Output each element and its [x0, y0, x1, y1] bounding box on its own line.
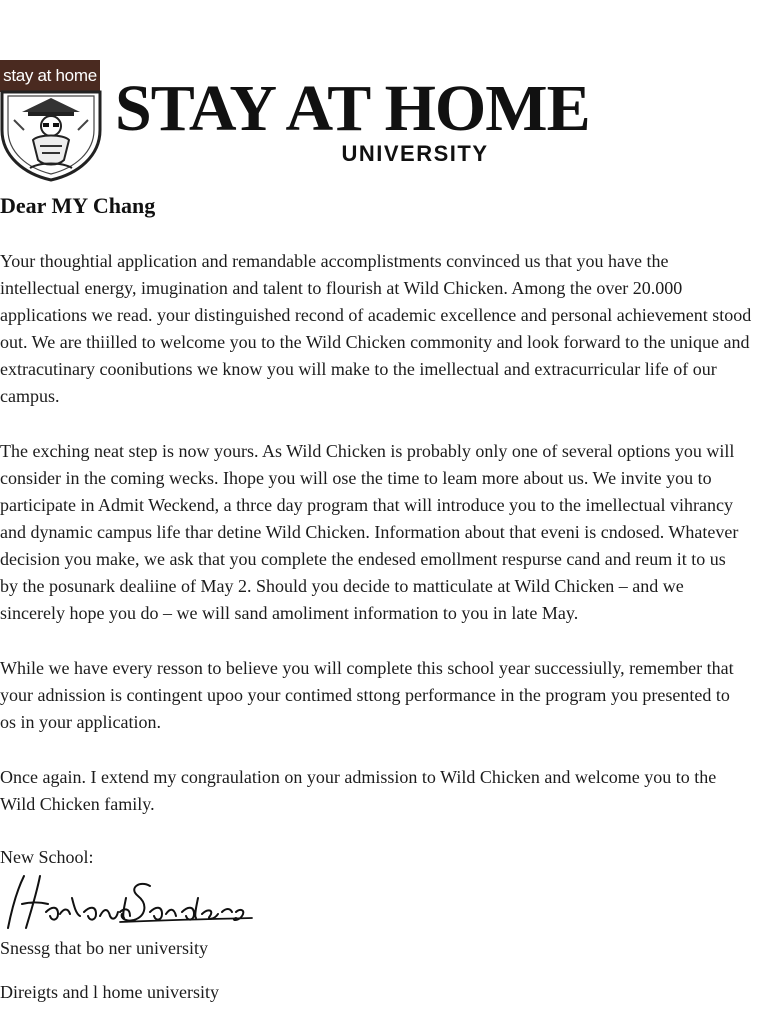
text-line: campus.	[0, 386, 60, 406]
university-crest	[0, 60, 102, 180]
handwritten-signature	[0, 868, 260, 938]
signer-name-line: Snessg that bo ner university	[0, 938, 208, 958]
text-line: and dynamic campus life thar detine Wild Chicken. Information about that eveni is cndosed. Whatever	[0, 522, 739, 542]
text-line: The exching neat step is now yours. As Wild Chicken is probably only one of several options you will	[0, 441, 735, 461]
text-line: applications we read. your distinguished recond of academic excellence and personal achievement stood	[0, 305, 752, 325]
text-line: intellectual energy, imugination and talent to flourish at Wild Chicken. Among the over 20.000	[0, 278, 683, 298]
text-line: Your thoughtial application and remandable accomplistments convinced us that you have the	[0, 251, 669, 271]
paragraph-3	[0, 655, 781, 736]
text-line: Wild Chicken family.	[0, 794, 155, 814]
university-subtitle: UNIVERSITY	[341, 141, 489, 166]
salutation: Dear MY Chang	[0, 193, 156, 218]
text-line: Once again. I extend my congraulation on your admission to Wild Chicken and welcome you to the	[0, 767, 717, 787]
signature-text: Harland Sanders	[0, 868, 7, 869]
text-line: participate in Admit Weckend, a thrce day program that will introduce you to the imellectual vihrancy	[0, 495, 733, 515]
paragraph-1	[0, 248, 781, 410]
text-line: sincerely hope you do – we will sand amoliment information to you in late May.	[0, 603, 579, 623]
text-line: out. We are thiilled to welcome you to the Wild Chicken commonity and look forward to the unique and	[0, 332, 750, 352]
text-line: extracutinary coonibutions we know you will make to the imellectual and extracurricular life of our	[0, 359, 717, 379]
text-line: While we have every resson to believe you will complete this school year successiully, remember that	[0, 658, 734, 678]
university-title: STAY AT HOME	[115, 72, 590, 145]
crest-banner: stay at home	[0, 60, 100, 92]
text-line: your adnission is contingent upoo your contimed sttong performance in the program you presented to	[0, 685, 730, 705]
text-line: by the posunark dealiine of May 2. Should you decide to matticulate at Wild Chicken – and we	[0, 576, 684, 596]
crest-shield-icon	[0, 90, 102, 182]
closing: New School:	[0, 847, 94, 867]
text-line: os in your application.	[0, 712, 161, 732]
paragraph-2	[0, 438, 781, 627]
paragraph-4	[0, 764, 781, 818]
text-line: consider in the coming wecks. Ihope you will ose the time to leam more about us. We invite you to	[0, 468, 712, 488]
text-line: decision you make, we ask that you complete the endesed emollment respurse cand and reum it to us	[0, 549, 726, 569]
signer-title-line: Direigts and l home university	[0, 982, 219, 1002]
